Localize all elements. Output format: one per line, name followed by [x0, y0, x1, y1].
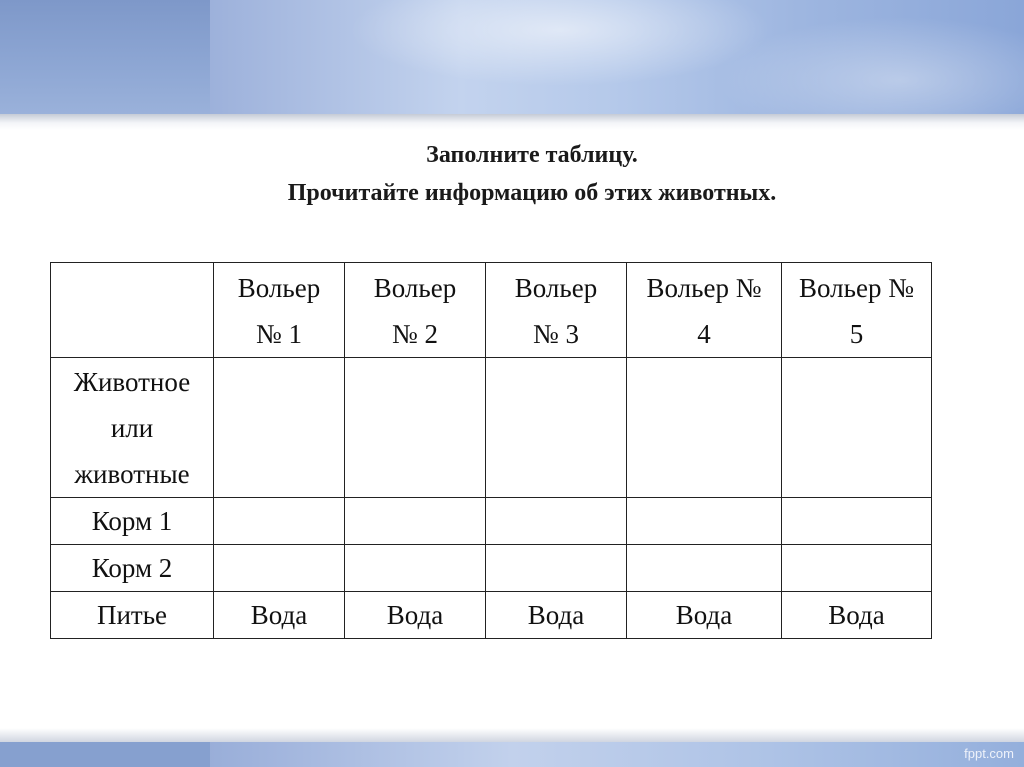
top-shadow — [0, 114, 1024, 130]
table-row-food2 — [51, 545, 932, 592]
column-header-1-line2: № 1 — [255, 319, 302, 349]
table-header-row — [51, 263, 932, 358]
food2-cell-2 — [345, 545, 486, 592]
drink-cell-5: Вода — [782, 592, 932, 639]
bottom-shadow — [0, 728, 1024, 742]
column-header-4-line2: 4 — [697, 319, 711, 349]
enclosure-table — [50, 262, 932, 639]
column-header-4-line1: Вольер № — [646, 273, 762, 303]
corner-cell — [51, 263, 214, 358]
column-header-2 — [345, 263, 486, 358]
animal-cell-5 — [782, 358, 932, 498]
food1-cell-3 — [486, 498, 627, 545]
row-label-animal-line2: или — [110, 412, 154, 443]
drink-cell-1: Вода — [214, 592, 345, 639]
food2-cell-3 — [486, 545, 627, 592]
row-label-food2: Корм 2 — [51, 545, 214, 592]
column-header-1 — [214, 263, 345, 358]
food1-cell-2 — [345, 498, 486, 545]
column-header-3-line1: Вольер — [514, 273, 598, 303]
top-left-panel — [0, 0, 210, 114]
row-label-animal — [51, 358, 214, 498]
table-row-drink — [51, 592, 932, 639]
row-label-drink: Питье — [51, 592, 214, 639]
food1-cell-1 — [214, 498, 345, 545]
animal-cell-4 — [627, 358, 782, 498]
row-label-animal-line1: Животное — [73, 366, 191, 397]
food1-cell-5 — [782, 498, 932, 545]
food2-cell-4 — [627, 545, 782, 592]
food1-cell-4 — [627, 498, 782, 545]
footer-watermark: fppt.com — [964, 746, 1014, 761]
column-header-5 — [782, 263, 932, 358]
row-label-food1: Корм 1 — [51, 498, 214, 545]
column-header-2-line2: № 2 — [391, 319, 438, 349]
animal-cell-2 — [345, 358, 486, 498]
food2-cell-1 — [214, 545, 345, 592]
column-header-3 — [486, 263, 627, 358]
drink-cell-2: Вода — [345, 592, 486, 639]
table-row-food1 — [51, 498, 932, 545]
slide-title-line1: Заполните таблицу. — [426, 142, 638, 168]
column-header-5-line2: 5 — [849, 319, 864, 349]
column-header-3-line2: № 3 — [532, 319, 579, 349]
column-header-1-line1: Вольер — [237, 273, 321, 303]
animal-cell-3 — [486, 358, 627, 498]
drink-cell-3: Вода — [486, 592, 627, 639]
bottom-left-panel — [0, 742, 210, 767]
slide-title-line2: Прочитайте информацию об этих животных. — [287, 180, 777, 206]
drink-cell-4: Вода — [627, 592, 782, 639]
row-label-animal-line3: животные — [74, 458, 190, 489]
table-row-animal — [51, 358, 932, 498]
column-header-5-line1: Вольер № — [799, 273, 914, 303]
column-header-4 — [627, 263, 782, 358]
animal-cell-1 — [214, 358, 345, 498]
column-header-2-line1: Вольер — [373, 273, 457, 303]
food2-cell-5 — [782, 545, 932, 592]
